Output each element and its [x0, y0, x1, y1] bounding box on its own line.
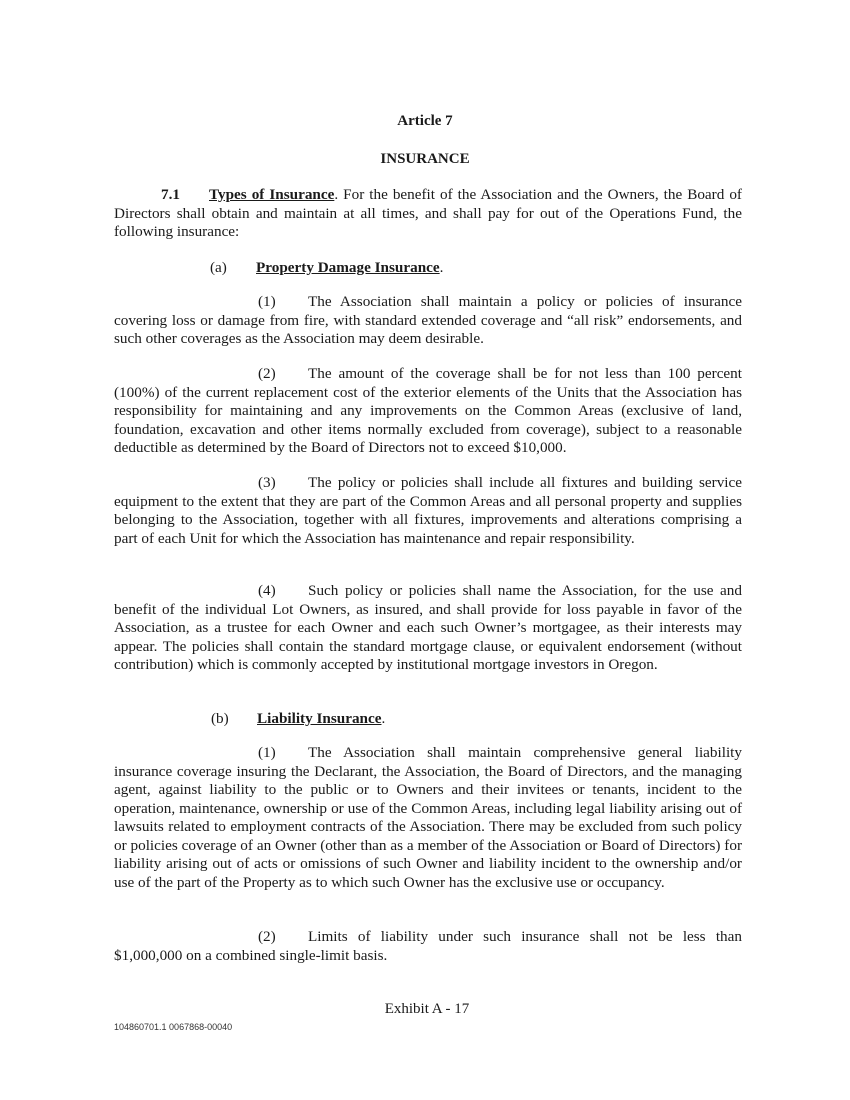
paragraph-a1	[114, 293, 742, 349]
subsection-a-suffix: .	[439, 259, 444, 276]
paragraph-a2	[114, 365, 742, 458]
item-text: The Association shall maintain comprehensive general liability insurance coverage insuring the Declarant, the Association, the Board of Directors, and the managing agent, against liability to the public or to Owners and their invitees or tenants, incident to the operation, maintenance, ownership or use of the Common Areas, including legal liability arising out of lawsuits related to employment contracts of the Association. There may be excluded from such policy or policies coverage of an Owner (other than as a member of the Association or Board of Directors) for liability arising out of acts or omissions of such Owner and liability incident to the ownership and/or use of the part of the Property as to which such Owner has the exclusive use or occupancy.	[114, 744, 742, 891]
subsection-a-title: Property Damage Insurance	[256, 259, 440, 276]
document-id: 104860701.1 0067868-00040	[114, 1022, 233, 1032]
subsection-a-letter: (a)	[210, 259, 227, 276]
section-text: . For the benefit of the Association and the Owners, the Board of Directors shall obtain and maintain at all times, and shall pay for out of the Operations Fund, the following insurance:	[114, 186, 742, 240]
exhibit-page-label: Exhibit A - 17	[384, 1001, 470, 1017]
item-text: Such policy or policies shall name the Association, for the use and benefit of the individual Lot Owners, as insured, and shall provide for loss payable in favor of the Association, as a trustee for each Owner and each such Owner’s mortgagee, as their interests may appear. The policies shall contain the standard mortgage clause, or equivalent endorsement (without contribution) which is commonly accepted by institutional mortgage investors in Oregon.	[114, 582, 742, 673]
paragraph-a3	[114, 474, 742, 548]
subsection-b-suffix: .	[381, 710, 386, 727]
item-number: (1)	[258, 744, 276, 761]
item-text: The Association shall maintain a policy or policies of insurance covering loss or damage from fire, with standard extended coverage and “all risk” endorsements, and such other coverages as the Association may deem desirable.	[114, 293, 742, 347]
article-heading: Article 7	[397, 113, 453, 129]
paragraph-b1	[114, 744, 742, 892]
item-number: (3)	[258, 474, 276, 491]
item-number: (1)	[258, 293, 276, 310]
item-number: (2)	[258, 928, 276, 945]
item-text: The amount of the coverage shall be for not less than 100 percent (100%) of the current replacement cost of the exterior elements of the Units that the Association has responsibility for maintaining and any improvements on the Common Areas (exclusive of land, foundation, excavation and other items normally excluded from coverage), subject to a reasonable deductible as determined by the Board of Directors not to exceed $10,000.	[114, 365, 742, 456]
subsection-b-title: Liability Insurance	[257, 710, 382, 727]
section-7-1-paragraph	[114, 186, 742, 242]
item-number: (4)	[258, 582, 276, 599]
item-text: The policy or policies shall include all fixtures and building service equipment to the extent that they are part of the Common Areas and all personal property and supplies belonging to the Association, together with all fixtures, improvements and alterations comprising a part of each Unit for which the Association has maintenance and repair responsibility.	[114, 474, 742, 547]
paragraph-b2	[114, 928, 742, 965]
section-number: 7.1	[161, 186, 180, 203]
section-title: INSURANCE	[380, 151, 470, 167]
paragraph-a4	[114, 582, 742, 675]
section-heading: Types of Insurance	[209, 186, 335, 203]
item-number: (2)	[258, 365, 276, 382]
subsection-b-letter: (b)	[211, 710, 229, 727]
item-text: Limits of liability under such insurance shall not be less than $1,000,000 on a combined single-limit basis.	[114, 928, 742, 964]
